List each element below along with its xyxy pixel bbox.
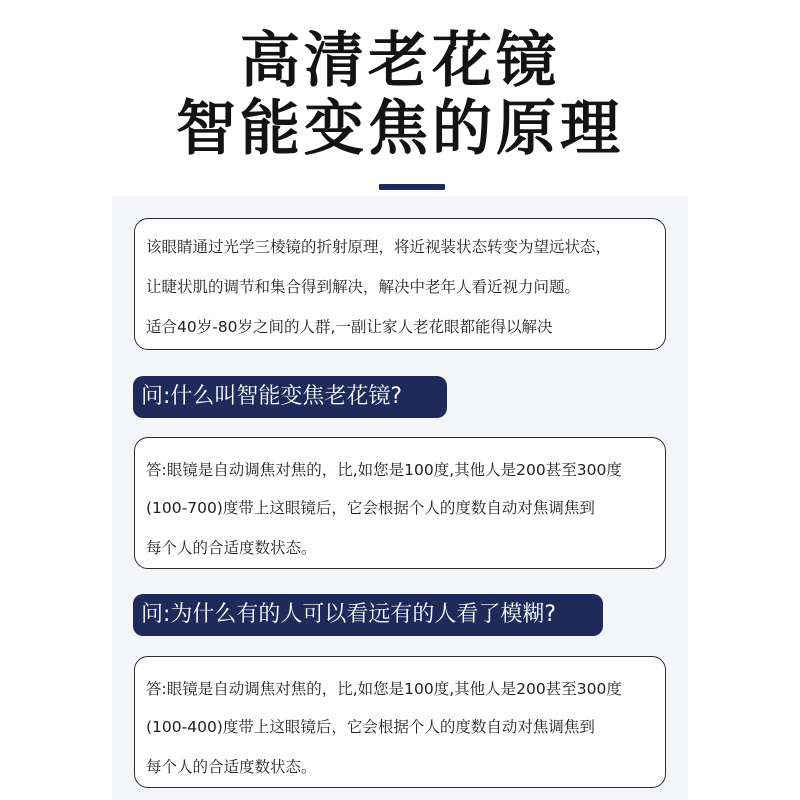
intro-line-3: 适合40岁-80岁之间的人群,一副让家人老花眼都能得以解决 [146,318,553,336]
answer-1-line-1: 答:眼镜是自动调焦对焦的，比,如您是100度,其他人是200甚至300度 [146,461,622,479]
title-divider [379,184,445,190]
answer-1-line-3: 每个人的合适度数状态。 [146,539,317,557]
intro-line-1: 该眼睛通过光学三棱镜的折射原理，将近视装状态转变为望远状态， [146,238,612,256]
intro-line-2: 让睫状肌的调节和集合得到解决，解决中老年人看近视力问题。 [146,278,581,296]
answer-box-2 [134,656,666,788]
question-banner-2: 问:为什么有的人可以看远有的人看了模糊? [133,594,603,636]
answer-2-line-3: 每个人的合适度数状态。 [146,758,317,776]
page-title-line-2: 智能变焦的原理 [176,94,624,164]
page-title-line-1: 高清老花镜 [240,26,560,96]
answer-2-line-1: 答:眼镜是自动调焦对焦的，比,如您是100度,其他人是200甚至300度 [146,680,622,698]
question-banner-1: 问:什么叫智能变焦老花镜? [133,376,447,418]
answer-2-line-2: (100-400)度带上这眼镜后，它会根据个人的度数自动对焦调焦到 [146,718,595,736]
intro-text-box [134,218,666,350]
answer-1-line-2: (100-700)度带上这眼镜后，它会根据个人的度数自动对焦调焦到 [146,499,595,517]
answer-box-1 [134,437,666,569]
